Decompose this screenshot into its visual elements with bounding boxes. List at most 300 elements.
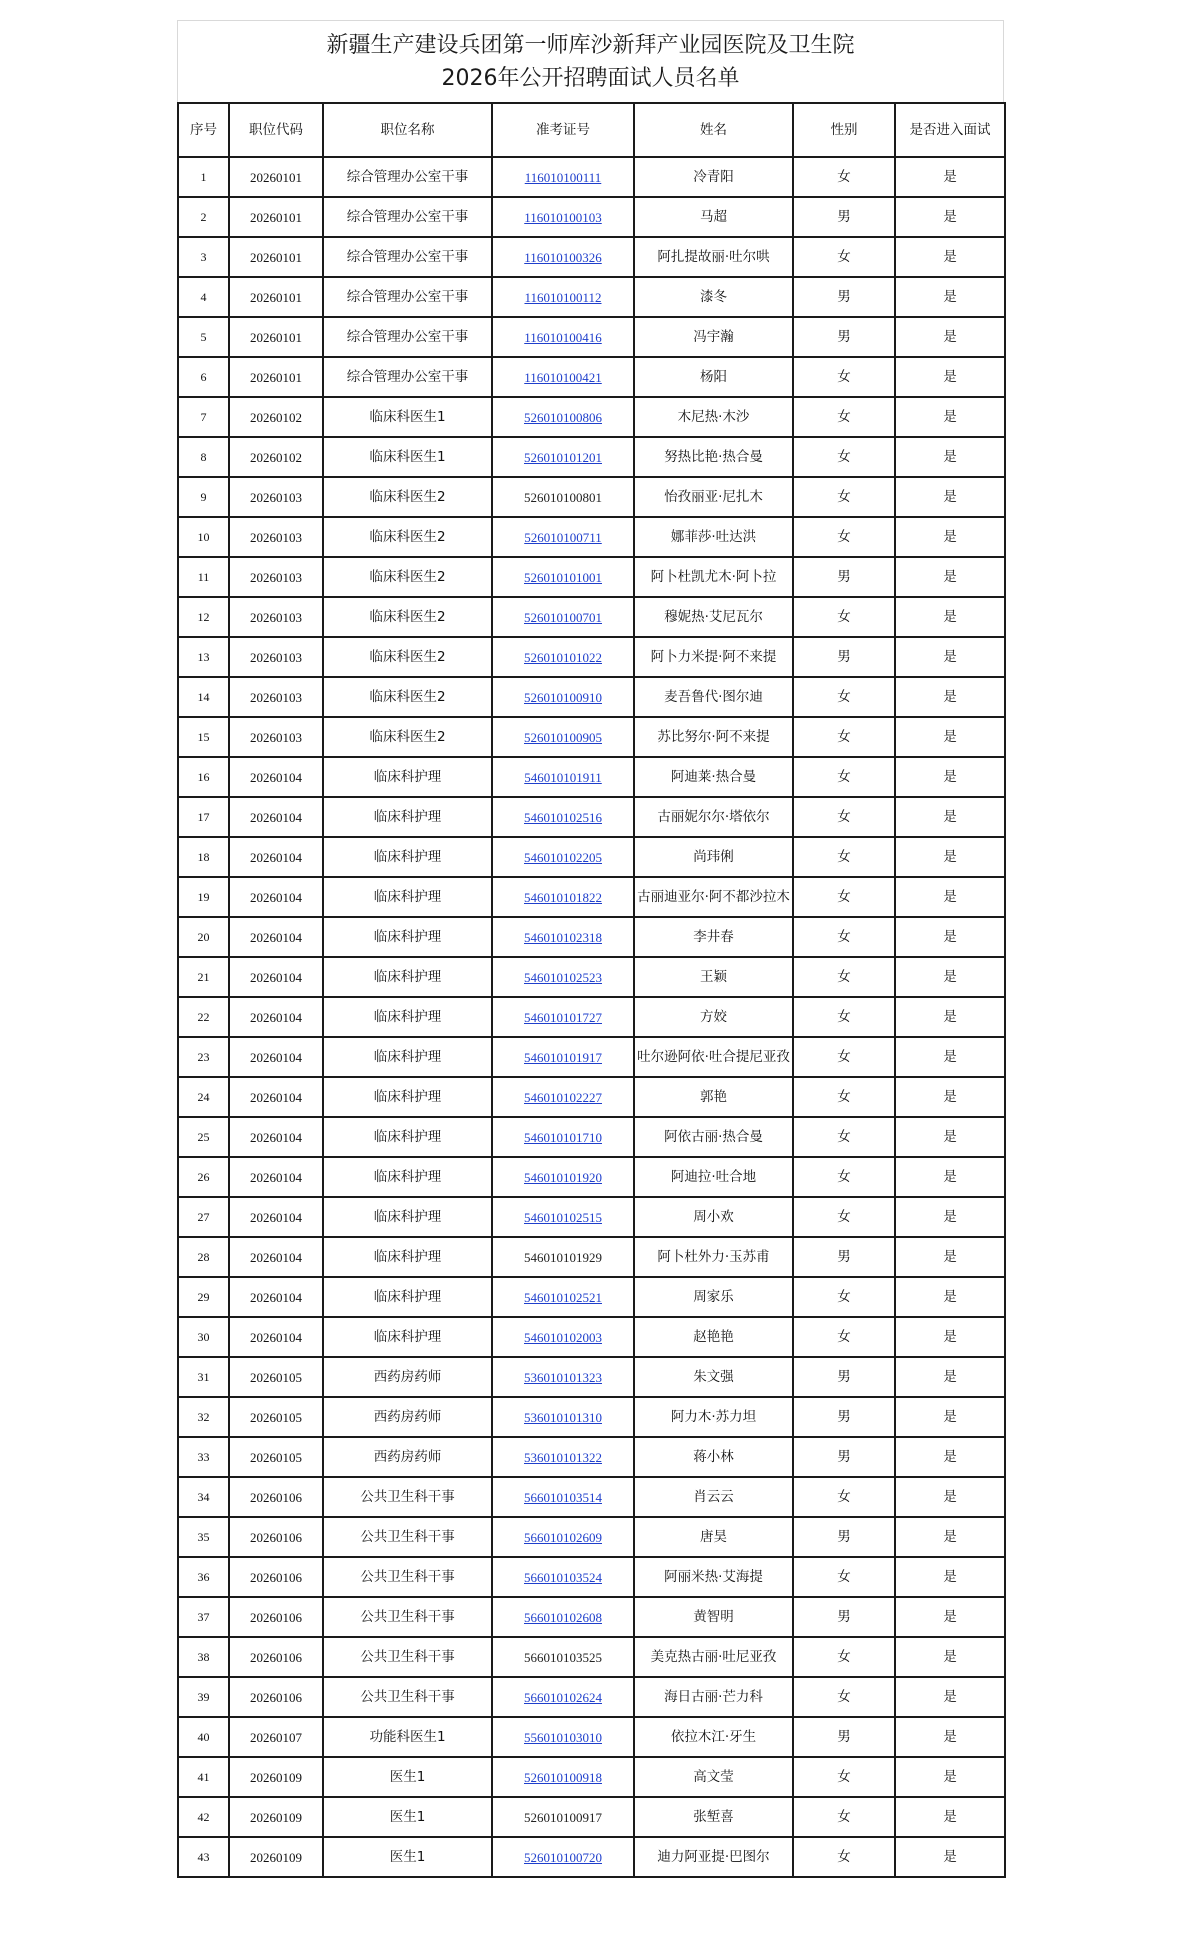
cell-position-name: 功能科医生1 bbox=[323, 1717, 492, 1757]
cell-index: 18 bbox=[178, 837, 229, 877]
cell-position-code: 20260103 bbox=[229, 597, 323, 637]
cell-index: 24 bbox=[178, 1077, 229, 1117]
column-header-ticket: 准考证号 bbox=[492, 103, 634, 157]
table-row bbox=[178, 1077, 1005, 1117]
table-row bbox=[178, 997, 1005, 1037]
cell-interview-status: 是 bbox=[895, 1157, 1005, 1197]
cell-gender: 女 bbox=[793, 717, 895, 757]
cell-position-name: 综合管理办公室干事 bbox=[323, 317, 492, 357]
table-row bbox=[178, 717, 1005, 757]
cell-position-name: 临床科医生1 bbox=[323, 437, 492, 477]
cell-index: 27 bbox=[178, 1197, 229, 1237]
cell-interview-status: 是 bbox=[895, 1477, 1005, 1517]
document-subtitle: 2026年公开招聘面试人员名单 bbox=[441, 66, 740, 91]
cell-index: 36 bbox=[178, 1557, 229, 1597]
table-row bbox=[178, 1117, 1005, 1157]
cell-position-code: 20260102 bbox=[229, 437, 323, 477]
cell-gender: 男 bbox=[793, 1717, 895, 1757]
cell-position-name: 临床科护理 bbox=[323, 917, 492, 957]
cell-gender: 女 bbox=[793, 1797, 895, 1837]
cell-position-name: 临床科护理 bbox=[323, 877, 492, 917]
cell-index: 22 bbox=[178, 997, 229, 1037]
ticket-number-link[interactable]: 566010102609 bbox=[524, 1529, 602, 1545]
cell-interview-status: 是 bbox=[895, 757, 1005, 797]
cell-interview-status: 是 bbox=[895, 557, 1005, 597]
cell-gender: 女 bbox=[793, 677, 895, 717]
cell-name: 周小欢 bbox=[634, 1197, 793, 1237]
cell-position-name: 临床科护理 bbox=[323, 997, 492, 1037]
cell-name: 马超 bbox=[634, 197, 793, 237]
cell-position-name: 临床科医生2 bbox=[323, 517, 492, 557]
cell-interview-status: 是 bbox=[895, 1117, 1005, 1157]
cell-interview-status: 是 bbox=[895, 397, 1005, 437]
cell-ticket-number bbox=[492, 1677, 634, 1717]
cell-ticket-number bbox=[492, 1197, 634, 1237]
cell-index: 21 bbox=[178, 957, 229, 997]
ticket-number-link[interactable]: 566010102624 bbox=[524, 1689, 602, 1705]
table-row bbox=[178, 957, 1005, 997]
cell-ticket-number bbox=[492, 637, 634, 677]
cell-gender: 女 bbox=[793, 517, 895, 557]
cell-index: 8 bbox=[178, 437, 229, 477]
cell-index: 34 bbox=[178, 1477, 229, 1517]
cell-position-code: 20260109 bbox=[229, 1837, 323, 1877]
cell-gender: 女 bbox=[793, 797, 895, 837]
cell-name: 阿丽米热·艾海提 bbox=[634, 1557, 793, 1597]
cell-gender: 女 bbox=[793, 597, 895, 637]
cell-index: 2 bbox=[178, 197, 229, 237]
cell-position-name: 临床科护理 bbox=[323, 957, 492, 997]
cell-position-name: 综合管理办公室干事 bbox=[323, 357, 492, 397]
cell-position-code: 20260101 bbox=[229, 317, 323, 357]
cell-gender: 女 bbox=[793, 837, 895, 877]
cell-position-code: 20260106 bbox=[229, 1557, 323, 1597]
table-row bbox=[178, 677, 1005, 717]
table-row bbox=[178, 357, 1005, 397]
ticket-number-link[interactable]: 116010100111 bbox=[524, 169, 602, 185]
cell-name: 郭艳 bbox=[634, 1077, 793, 1117]
cell-position-code: 20260106 bbox=[229, 1477, 323, 1517]
cell-position-name: 西药房药师 bbox=[323, 1357, 492, 1397]
cell-index: 30 bbox=[178, 1317, 229, 1357]
ticket-number-link[interactable]: 566010102608 bbox=[524, 1609, 602, 1625]
column-header-name: 姓名 bbox=[634, 103, 793, 157]
cell-name: 唐昊 bbox=[634, 1517, 793, 1557]
cell-interview-status: 是 bbox=[895, 1677, 1005, 1717]
cell-ticket-number bbox=[492, 957, 634, 997]
cell-position-code: 20260101 bbox=[229, 357, 323, 397]
cell-index: 38 bbox=[178, 1637, 229, 1677]
ticket-number-link[interactable]: 116010100416 bbox=[524, 329, 602, 345]
cell-position-name: 公共卫生科干事 bbox=[323, 1477, 492, 1517]
cell-name: 朱文强 bbox=[634, 1357, 793, 1397]
cell-index: 40 bbox=[178, 1717, 229, 1757]
table-row bbox=[178, 917, 1005, 957]
cell-gender: 男 bbox=[793, 1397, 895, 1437]
ticket-number-link[interactable]: 526010100905 bbox=[524, 729, 602, 745]
cell-position-code: 20260106 bbox=[229, 1637, 323, 1677]
cell-gender: 女 bbox=[793, 157, 895, 197]
cell-gender: 女 bbox=[793, 1277, 895, 1317]
ticket-number-link[interactable]: 526010100806 bbox=[524, 409, 602, 425]
cell-name: 赵艳艳 bbox=[634, 1317, 793, 1357]
ticket-number-link[interactable]: 116010100421 bbox=[524, 369, 602, 385]
cell-interview-status: 是 bbox=[895, 237, 1005, 277]
cell-gender: 女 bbox=[793, 757, 895, 797]
table-row bbox=[178, 1357, 1005, 1397]
ticket-number-link[interactable]: 536010101322 bbox=[524, 1449, 602, 1465]
ticket-number-link[interactable]: 526010100701 bbox=[524, 609, 602, 625]
cell-position-name: 临床科医生2 bbox=[323, 597, 492, 637]
cell-name: 麦吾鲁代·图尔迪 bbox=[634, 677, 793, 717]
cell-name: 杨阳 bbox=[634, 357, 793, 397]
cell-position-name: 公共卫生科干事 bbox=[323, 1557, 492, 1597]
cell-position-code: 20260104 bbox=[229, 997, 323, 1037]
cell-position-name: 临床科医生2 bbox=[323, 557, 492, 597]
cell-ticket-number bbox=[492, 437, 634, 477]
ticket-number-link[interactable]: 546010102516 bbox=[524, 809, 602, 825]
cell-name: 阿迪莱·热合曼 bbox=[634, 757, 793, 797]
cell-position-name: 临床科护理 bbox=[323, 1197, 492, 1237]
table-row bbox=[178, 1837, 1005, 1877]
cell-interview-status: 是 bbox=[895, 1197, 1005, 1237]
cell-name: 穆妮热·艾尼瓦尔 bbox=[634, 597, 793, 637]
cell-interview-status: 是 bbox=[895, 1037, 1005, 1077]
cell-position-name: 临床科医生2 bbox=[323, 637, 492, 677]
table-row bbox=[178, 1437, 1005, 1477]
table-row bbox=[178, 797, 1005, 837]
cell-index: 7 bbox=[178, 397, 229, 437]
cell-interview-status: 是 bbox=[895, 1557, 1005, 1597]
cell-position-name: 公共卫生科干事 bbox=[323, 1597, 492, 1637]
cell-position-code: 20260104 bbox=[229, 957, 323, 997]
cell-name: 阿卜杜外力·玉苏甫 bbox=[634, 1237, 793, 1277]
cell-gender: 女 bbox=[793, 997, 895, 1037]
cell-ticket-number bbox=[492, 1237, 634, 1277]
cell-position-name: 医生1 bbox=[323, 1837, 492, 1877]
ticket-number-link[interactable]: 526010101001 bbox=[524, 569, 602, 585]
cell-position-code: 20260103 bbox=[229, 677, 323, 717]
cell-name: 蒋小林 bbox=[634, 1437, 793, 1477]
cell-index: 31 bbox=[178, 1357, 229, 1397]
cell-gender: 女 bbox=[793, 1117, 895, 1157]
cell-ticket-number bbox=[492, 1757, 634, 1797]
cell-gender: 女 bbox=[793, 1477, 895, 1517]
ticket-number-link[interactable]: 546010102205 bbox=[524, 849, 602, 865]
table-row bbox=[178, 1757, 1005, 1797]
table-row bbox=[178, 1157, 1005, 1197]
cell-gender: 女 bbox=[793, 477, 895, 517]
cell-name: 迪力阿亚提·巴图尔 bbox=[634, 1837, 793, 1877]
cell-interview-status: 是 bbox=[895, 997, 1005, 1037]
cell-name: 王颖 bbox=[634, 957, 793, 997]
cell-index: 11 bbox=[178, 557, 229, 597]
cell-name: 海日古丽·芒力科 bbox=[634, 1677, 793, 1717]
cell-index: 12 bbox=[178, 597, 229, 637]
cell-index: 17 bbox=[178, 797, 229, 837]
cell-name: 冯宇瀚 bbox=[634, 317, 793, 357]
ticket-number-link[interactable]: 566010103524 bbox=[524, 1569, 602, 1585]
cell-ticket-number bbox=[492, 1517, 634, 1557]
cell-position-name: 临床科护理 bbox=[323, 837, 492, 877]
cell-interview-status: 是 bbox=[895, 477, 1005, 517]
interview-list-table bbox=[177, 102, 1006, 1878]
cell-index: 35 bbox=[178, 1517, 229, 1557]
cell-position-code: 20260101 bbox=[229, 157, 323, 197]
cell-gender: 女 bbox=[793, 1197, 895, 1237]
ticket-number-link[interactable]: 116010100326 bbox=[524, 249, 602, 265]
table-row bbox=[178, 837, 1005, 877]
ticket-number-link[interactable]: 546010102003 bbox=[524, 1329, 602, 1345]
cell-name: 高文莹 bbox=[634, 1757, 793, 1797]
ticket-number-link[interactable]: 546010102227 bbox=[524, 1089, 602, 1105]
cell-ticket-number bbox=[492, 557, 634, 597]
table-body bbox=[178, 157, 1005, 1877]
cell-interview-status: 是 bbox=[895, 917, 1005, 957]
ticket-number-link[interactable]: 526010100910 bbox=[524, 689, 602, 705]
ticket-number-link[interactable]: 546010101727 bbox=[524, 1009, 602, 1025]
cell-position-name: 临床科护理 bbox=[323, 1277, 492, 1317]
cell-interview-status: 是 bbox=[895, 877, 1005, 917]
cell-ticket-number bbox=[492, 1837, 634, 1877]
cell-ticket-number bbox=[492, 1597, 634, 1637]
cell-position-name: 临床科医生2 bbox=[323, 717, 492, 757]
cell-position-code: 20260106 bbox=[229, 1677, 323, 1717]
cell-index: 4 bbox=[178, 277, 229, 317]
cell-index: 41 bbox=[178, 1757, 229, 1797]
cell-index: 39 bbox=[178, 1677, 229, 1717]
cell-ticket-number bbox=[492, 1557, 634, 1597]
table-row bbox=[178, 1717, 1005, 1757]
table-row bbox=[178, 877, 1005, 917]
cell-ticket-number bbox=[492, 1477, 634, 1517]
cell-gender: 女 bbox=[793, 877, 895, 917]
cell-name: 努热比艳·热合曼 bbox=[634, 437, 793, 477]
cell-interview-status: 是 bbox=[895, 1517, 1005, 1557]
cell-position-code: 20260102 bbox=[229, 397, 323, 437]
document-sheet bbox=[177, 20, 1004, 1878]
ticket-number-link[interactable]: 546010101911 bbox=[524, 769, 602, 785]
cell-ticket-number bbox=[492, 517, 634, 557]
cell-interview-status: 是 bbox=[895, 1797, 1005, 1837]
ticket-number-text: 546010101929 bbox=[524, 1249, 602, 1265]
column-header-interview: 是否进入面试 bbox=[895, 103, 1005, 157]
ticket-number-link[interactable]: 536010101323 bbox=[524, 1369, 602, 1385]
ticket-number-link[interactable]: 546010102515 bbox=[524, 1209, 602, 1225]
table-row bbox=[178, 477, 1005, 517]
ticket-number-text: 526010100917 bbox=[524, 1809, 602, 1825]
cell-position-code: 20260104 bbox=[229, 917, 323, 957]
cell-index: 5 bbox=[178, 317, 229, 357]
table-row bbox=[178, 397, 1005, 437]
table-row bbox=[178, 757, 1005, 797]
cell-gender: 女 bbox=[793, 237, 895, 277]
cell-position-code: 20260104 bbox=[229, 1077, 323, 1117]
ticket-number-link[interactable]: 546010101917 bbox=[524, 1049, 602, 1065]
cell-interview-status: 是 bbox=[895, 957, 1005, 997]
ticket-number-link[interactable]: 526010100918 bbox=[524, 1769, 602, 1785]
ticket-number-link[interactable]: 546010101920 bbox=[524, 1169, 602, 1185]
cell-interview-status: 是 bbox=[895, 197, 1005, 237]
cell-gender: 女 bbox=[793, 1637, 895, 1677]
cell-index: 26 bbox=[178, 1157, 229, 1197]
cell-position-name: 临床科护理 bbox=[323, 1037, 492, 1077]
cell-gender: 男 bbox=[793, 197, 895, 237]
cell-name: 苏比努尔·阿不来提 bbox=[634, 717, 793, 757]
ticket-number-link[interactable]: 116010100103 bbox=[524, 209, 602, 225]
table-row bbox=[178, 1557, 1005, 1597]
cell-interview-status: 是 bbox=[895, 1717, 1005, 1757]
cell-gender: 男 bbox=[793, 317, 895, 357]
cell-position-name: 综合管理办公室干事 bbox=[323, 157, 492, 197]
table-row bbox=[178, 1317, 1005, 1357]
cell-interview-status: 是 bbox=[895, 797, 1005, 837]
cell-gender: 女 bbox=[793, 1157, 895, 1197]
table-row bbox=[178, 517, 1005, 557]
cell-name: 阿迪拉·吐合地 bbox=[634, 1157, 793, 1197]
cell-gender: 女 bbox=[793, 1757, 895, 1797]
ticket-number-link[interactable]: 546010101822 bbox=[524, 889, 602, 905]
cell-interview-status: 是 bbox=[895, 1397, 1005, 1437]
ticket-number-link[interactable]: 546010102523 bbox=[524, 969, 602, 985]
cell-index: 29 bbox=[178, 1277, 229, 1317]
cell-position-name: 临床科护理 bbox=[323, 1117, 492, 1157]
cell-position-name: 医生1 bbox=[323, 1757, 492, 1797]
cell-index: 3 bbox=[178, 237, 229, 277]
table-row bbox=[178, 1277, 1005, 1317]
cell-name: 娜菲莎·吐达洪 bbox=[634, 517, 793, 557]
cell-name: 美克热古丽·吐尼亚孜 bbox=[634, 1637, 793, 1677]
ticket-number-link[interactable]: 546010102521 bbox=[524, 1289, 602, 1305]
ticket-number-link[interactable]: 526010101201 bbox=[524, 449, 602, 465]
cell-position-code: 20260106 bbox=[229, 1517, 323, 1557]
cell-ticket-number bbox=[492, 197, 634, 237]
ticket-number-link[interactable]: 526010100711 bbox=[524, 529, 602, 545]
cell-interview-status: 是 bbox=[895, 1437, 1005, 1477]
table-row bbox=[178, 637, 1005, 677]
cell-position-code: 20260104 bbox=[229, 1157, 323, 1197]
ticket-number-link[interactable]: 546010101710 bbox=[524, 1129, 602, 1145]
cell-gender: 男 bbox=[793, 277, 895, 317]
cell-ticket-number bbox=[492, 157, 634, 197]
cell-index: 37 bbox=[178, 1597, 229, 1637]
cell-position-name: 公共卫生科干事 bbox=[323, 1637, 492, 1677]
cell-gender: 女 bbox=[793, 1557, 895, 1597]
cell-index: 10 bbox=[178, 517, 229, 557]
table-row bbox=[178, 237, 1005, 277]
cell-position-code: 20260104 bbox=[229, 757, 323, 797]
cell-ticket-number bbox=[492, 1077, 634, 1117]
cell-gender: 男 bbox=[793, 1237, 895, 1277]
cell-index: 32 bbox=[178, 1397, 229, 1437]
cell-position-code: 20260103 bbox=[229, 477, 323, 517]
cell-gender: 男 bbox=[793, 1517, 895, 1557]
table-row bbox=[178, 597, 1005, 637]
cell-ticket-number bbox=[492, 797, 634, 837]
cell-interview-status: 是 bbox=[895, 437, 1005, 477]
cell-index: 1 bbox=[178, 157, 229, 197]
table-row bbox=[178, 1197, 1005, 1237]
cell-interview-status: 是 bbox=[895, 317, 1005, 357]
cell-ticket-number bbox=[492, 1117, 634, 1157]
cell-index: 16 bbox=[178, 757, 229, 797]
cell-position-code: 20260104 bbox=[229, 1117, 323, 1157]
cell-position-code: 20260101 bbox=[229, 237, 323, 277]
cell-index: 25 bbox=[178, 1117, 229, 1157]
cell-ticket-number bbox=[492, 317, 634, 357]
table-row bbox=[178, 1597, 1005, 1637]
ticket-number-link[interactable]: 566010103514 bbox=[524, 1489, 602, 1505]
column-header-index: 序号 bbox=[178, 103, 229, 157]
cell-gender: 女 bbox=[793, 1317, 895, 1357]
cell-position-name: 综合管理办公室干事 bbox=[323, 197, 492, 237]
cell-name: 阿卜力米提·阿不来提 bbox=[634, 637, 793, 677]
cell-name: 阿扎提故丽·吐尔哄 bbox=[634, 237, 793, 277]
cell-position-name: 临床科护理 bbox=[323, 1317, 492, 1357]
cell-ticket-number bbox=[492, 1157, 634, 1197]
cell-ticket-number bbox=[492, 357, 634, 397]
cell-position-code: 20260104 bbox=[229, 797, 323, 837]
table-row bbox=[178, 1637, 1005, 1677]
cell-interview-status: 是 bbox=[895, 1637, 1005, 1677]
cell-index: 6 bbox=[178, 357, 229, 397]
cell-ticket-number bbox=[492, 717, 634, 757]
cell-ticket-number bbox=[492, 1037, 634, 1077]
cell-position-code: 20260103 bbox=[229, 637, 323, 677]
ticket-number-link[interactable]: 526010100720 bbox=[524, 1849, 602, 1865]
cell-name: 张堑喜 bbox=[634, 1797, 793, 1837]
cell-position-code: 20260109 bbox=[229, 1797, 323, 1837]
cell-gender: 女 bbox=[793, 1677, 895, 1717]
table-row bbox=[178, 1477, 1005, 1517]
cell-gender: 女 bbox=[793, 357, 895, 397]
ticket-number-link[interactable]: 546010102318 bbox=[524, 929, 602, 945]
cell-ticket-number bbox=[492, 477, 634, 517]
cell-gender: 女 bbox=[793, 397, 895, 437]
cell-position-name: 临床科护理 bbox=[323, 1157, 492, 1197]
cell-ticket-number bbox=[492, 1437, 634, 1477]
cell-name: 周家乐 bbox=[634, 1277, 793, 1317]
cell-name: 依拉木江·牙生 bbox=[634, 1717, 793, 1757]
cell-position-code: 20260104 bbox=[229, 1237, 323, 1277]
ticket-number-link[interactable]: 116010100112 bbox=[524, 289, 602, 305]
cell-index: 42 bbox=[178, 1797, 229, 1837]
cell-interview-status: 是 bbox=[895, 837, 1005, 877]
cell-index: 9 bbox=[178, 477, 229, 517]
cell-name: 阿卜杜凯尤木·阿卜拉 bbox=[634, 557, 793, 597]
cell-ticket-number bbox=[492, 917, 634, 957]
cell-interview-status: 是 bbox=[895, 517, 1005, 557]
cell-position-code: 20260103 bbox=[229, 517, 323, 557]
ticket-number-link[interactable]: 526010101022 bbox=[524, 649, 602, 665]
cell-name: 方姣 bbox=[634, 997, 793, 1037]
cell-ticket-number bbox=[492, 1357, 634, 1397]
cell-index: 20 bbox=[178, 917, 229, 957]
ticket-number-link[interactable]: 556010103010 bbox=[524, 1729, 602, 1745]
cell-position-code: 20260101 bbox=[229, 277, 323, 317]
cell-position-code: 20260104 bbox=[229, 1277, 323, 1317]
cell-name: 尚玮俐 bbox=[634, 837, 793, 877]
cell-index: 14 bbox=[178, 677, 229, 717]
ticket-number-link[interactable]: 536010101310 bbox=[524, 1409, 602, 1425]
cell-interview-status: 是 bbox=[895, 1837, 1005, 1877]
column-header-gender: 性别 bbox=[793, 103, 895, 157]
cell-ticket-number bbox=[492, 1797, 634, 1837]
cell-name: 漆冬 bbox=[634, 277, 793, 317]
cell-position-name: 临床科医生1 bbox=[323, 397, 492, 437]
cell-gender: 男 bbox=[793, 1437, 895, 1477]
cell-ticket-number bbox=[492, 1277, 634, 1317]
